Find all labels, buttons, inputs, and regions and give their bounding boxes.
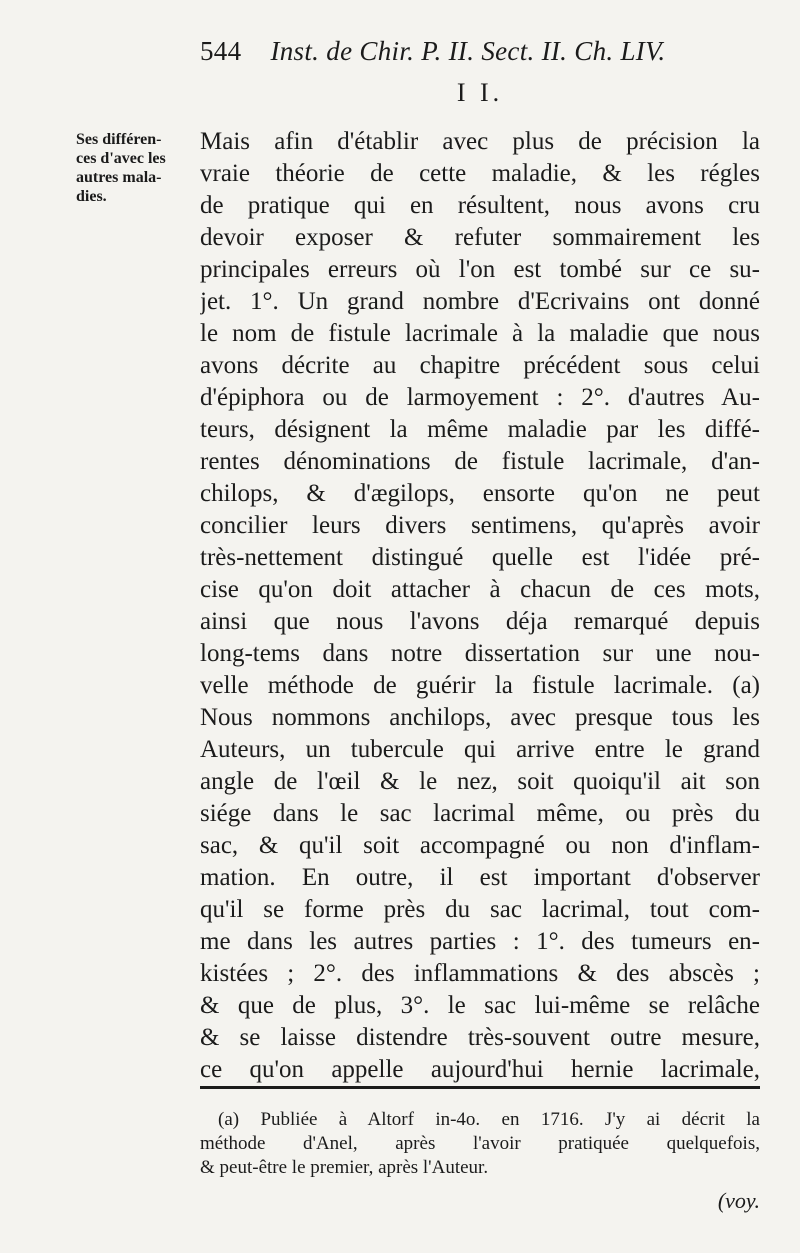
margin-note-line: dies. [76,188,107,205]
running-head [200,36,760,67]
footnote-rule [200,1086,760,1089]
text-line: mation. En outre, il est important d'observer [200,864,760,891]
text-line: long-tems dans notre dissertation sur une nou- [200,640,760,667]
body-text [200,126,760,1086]
section-number: I I. [456,78,504,107]
text-line: concilier leurs divers sentimens, qu'après avoir [200,512,760,539]
text-line: vraie théorie de cette maladie, & les régles [200,160,760,187]
footnote-line: & peut-être le premier, après l'Auteur. [200,1157,489,1178]
margin-note-line: ces d'avec les [76,150,166,167]
text-line: Nous nommons anchilops, avec presque tous les [200,704,760,731]
text-line: velle méthode de guérir la fistule lacrimale. (a) [200,672,760,699]
text-line: sac, & qu'il soit accompagné ou non d'inflam- [200,832,760,859]
text-line: d'épiphora ou de larmoyement : 2°. d'autres Au- [200,384,760,411]
text-line: rentes dénominations de fistule lacrimale, d'an- [200,448,760,475]
text-line: très-nettement distingué quelle est l'idée pré- [200,544,760,571]
text-line: principales erreurs où l'on est tombé sur ce su- [200,256,760,283]
text-line: teurs, désignent la même maladie par les diffé- [200,416,760,443]
text-line: cise qu'on doit attacher à chacun de ces mots, [200,576,760,603]
text-line: chilops, & d'ægilops, ensorte qu'on ne peut [200,480,760,507]
text-line: le nom de fistule lacrimale à la maladie que nous [200,320,760,347]
text-line: avons décrite au chapitre précédent sous celui [200,352,760,379]
text-line: angle de l'œil & le nez, soit quoiqu'il ait son [200,768,760,795]
text-line: jet. 1°. Un grand nombre d'Ecrivains ont donné [200,288,760,315]
text-line: qu'il se forme près du sac lacrimal, tout com- [200,896,760,923]
text-line: siége dans le sac lacrimal même, ou près du [200,800,760,827]
text-line: Auteurs, un tubercule qui arrive entre le grand [200,736,760,763]
text-line: me dans les autres parties : 1°. des tumeurs en- [200,928,760,955]
page-number: 544 [200,36,242,66]
text-line: Mais afin d'établir avec plus de précision la [200,128,760,155]
text-line: & se laisse distendre très-souvent outre mesure, [200,1024,760,1051]
text-line: kistées ; 2°. des inflammations & des abscès ; [200,960,760,987]
running-title: Inst. de Chir. P. II. Sect. II. Ch. LIV. [270,36,666,66]
text-line: & que de plus, 3°. le sac lui-même se relâche [200,992,760,1019]
catchword: (voy. [717,1188,760,1213]
text-line: ainsi que nous l'avons déja remarqué depuis [200,608,760,635]
text-line: devoir exposer & refuter sommairement les [200,224,760,251]
footnote [200,1108,760,1180]
margin-note-line: autres mala- [76,169,162,186]
footnote-line: méthode d'Anel, après l'avoir pratiquée quelquefois, [200,1133,760,1154]
footnote-line: (a) Publiée à Altorf in-4o. en 1716. J'y ai décrit la [218,1109,760,1130]
margin-note [76,130,196,206]
text-line: de pratique qui en résultent, nous avons cru [200,192,760,219]
text-line: ce qu'on appelle aujourd'hui hernie lacrimale, [200,1056,760,1083]
margin-note-line: Ses différen- [76,131,162,148]
